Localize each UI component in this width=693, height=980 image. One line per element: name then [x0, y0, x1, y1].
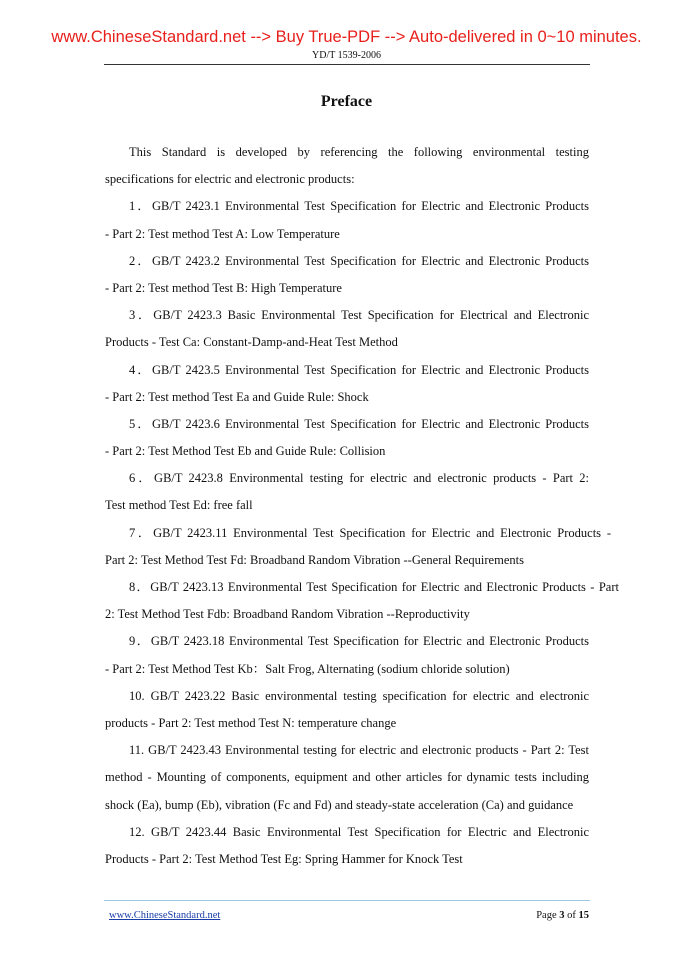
- document-number: YD/T 1539-2006: [312, 50, 381, 61]
- reference-item-line: - Part 2: Test method Test A: Low Temperature: [105, 226, 340, 241]
- intro-line: This Standard is developed by referencing the following environmental testing: [129, 145, 589, 159]
- header-divider: [104, 64, 590, 65]
- preface-body: [105, 143, 619, 877]
- reference-item-line: Products - Part 2: Test Method Test Eg: Spring Hammer for Knock Test: [105, 851, 463, 866]
- total-pages: 15: [578, 910, 589, 921]
- reference-item-line: products - Part 2: Test method Test N: temperature change: [105, 715, 397, 730]
- reference-item-line: 1．GB/T 2423.1 Environmental Test Specification for Electric and Electronic Products: [129, 199, 589, 214]
- current-page: 3: [559, 910, 565, 921]
- reference-item-line: 6．GB/T 2423.8 Environmental testing for electric and electronic products - Part 2:: [129, 471, 589, 486]
- intro-line: specifications for electric and electronic products:: [105, 172, 355, 187]
- footer-divider: [104, 900, 590, 901]
- reference-item-line: 9．GB/T 2423.18 Environmental Test Specification for Electric and Electronic Products: [129, 634, 589, 649]
- reference-item-line: 11. GB/T 2423.43 Environmental testing for electric and electronic products - Part 2: Test: [129, 743, 589, 758]
- reference-item-line: 4．GB/T 2423.5 Environmental Test Specification for Electric and Electronic Products: [129, 362, 589, 377]
- reference-item-line: - Part 2: Test method Test B: High Temperature: [105, 280, 342, 295]
- reference-item-line: - Part 2: Test method Test Ea and Guide Rule: Shock: [105, 389, 369, 404]
- reference-item-line: shock (Ea), bump (Eb), vibration (Fc and Fd) and steady-state acceleration (Ca) and guidance: [105, 797, 574, 812]
- page-title: Preface: [320, 93, 373, 110]
- reference-item-line: - Part 2: Test Method Test Kb：Salt Frog, Alternating (sodium chloride solution): [105, 661, 510, 676]
- reference-item-line: 10. GB/T 2423.22 Basic environmental testing specification for electric and electronic: [129, 688, 589, 703]
- reference-item-line: 7．GB/T 2423.11 Environmental Test Specification for Electric and Electronic Products -: [129, 525, 611, 540]
- reference-item-line: - Part 2: Test Method Test Eb and Guide Rule: Collision: [105, 444, 386, 459]
- reference-item-line: 2．GB/T 2423.2 Environmental Test Specification for Electric and Electronic Products: [129, 253, 589, 268]
- reference-item-line: 3．GB/T 2423.3 Basic Environmental Test Specification for Electrical and Electronic: [129, 308, 589, 323]
- reference-item-line: 2: Test Method Test Fdb: Broadband Random Vibration --Reproductivity: [105, 607, 470, 622]
- promo-banner[interactable]: www.ChineseStandard.net --> Buy True-PDF --> Auto-delivered in 0~10 minutes.: [51, 28, 642, 46]
- reference-item-line: method - Mounting of components, equipment and other articles for dynamic tests including: [105, 770, 589, 785]
- reference-item-line: 12. GB/T 2423.44 Basic Environmental Test Specification for Electric and Electronic: [129, 824, 589, 839]
- reference-item-line: 5．GB/T 2423.6 Environmental Test Specification for Electric and Electronic Products: [129, 416, 589, 431]
- reference-item-line: 8．GB/T 2423.13 Environmental Test Specification for Electric and Electronic Products - Part: [129, 580, 619, 594]
- reference-item-line: Part 2: Test Method Test Fd: Broadband Random Vibration --General Requirements: [105, 552, 524, 567]
- reference-item-line: Test method Test Ed: free fall: [105, 498, 253, 513]
- page-indicator: Page 3 of 15: [536, 910, 589, 921]
- footer-link[interactable]: www.ChineseStandard.net: [109, 910, 221, 921]
- reference-item-line: Products - Test Ca: Constant-Damp-and-Heat Test Method: [105, 335, 398, 350]
